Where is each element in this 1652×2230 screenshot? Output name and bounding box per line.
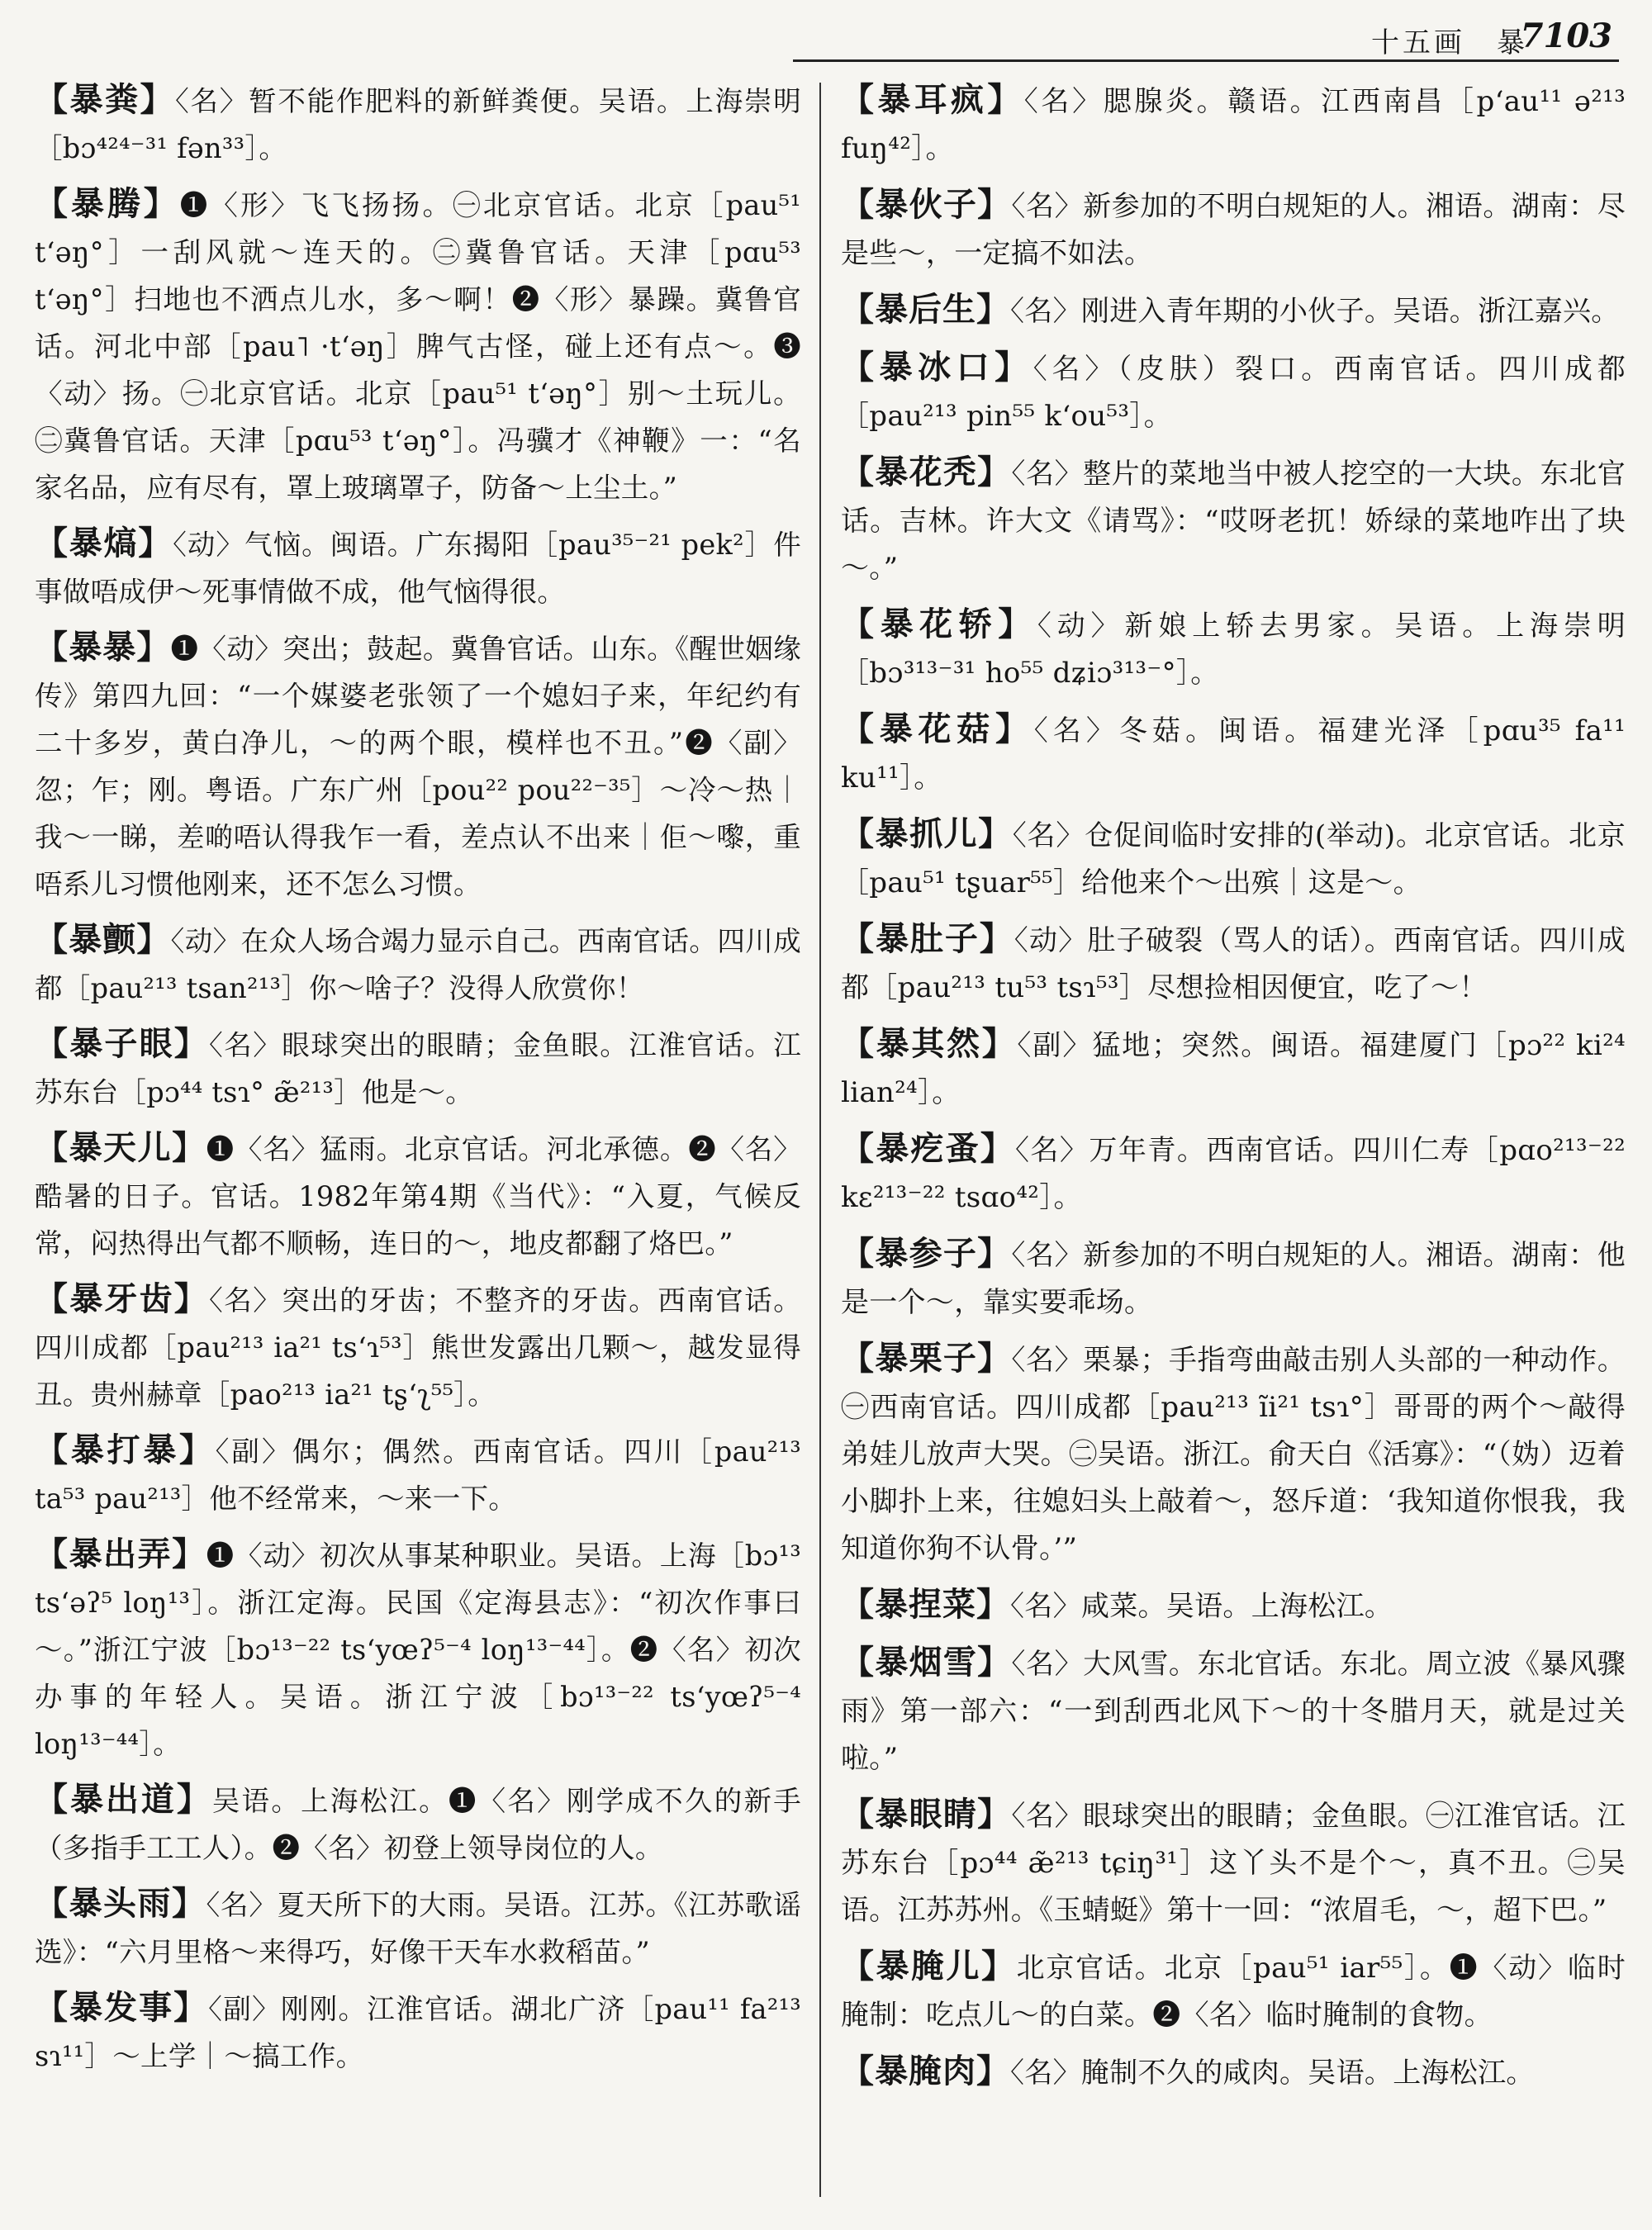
entry (841, 1943, 1626, 2039)
entry (841, 915, 1626, 1012)
entry (35, 916, 801, 1012)
headword: 【暴参子】 (841, 1234, 1012, 1273)
entry (841, 705, 1626, 802)
entry (35, 624, 801, 908)
entry-text: 〈名〉新参加的不明白规矩的人。湘语。湖南：尽是些～，一定搞不如法。 (841, 190, 1626, 270)
entry (35, 1530, 801, 1767)
section-heading: 十五画 暴 (1371, 26, 1528, 59)
entry-text: 〈名〉夏天所下的大雨。吴语。江苏。《江苏歌谣选》：“六月里格～来得巧，好像干天车水救稻苗。” (35, 1889, 801, 1968)
entry (35, 1020, 801, 1116)
entry (841, 600, 1626, 697)
entry (35, 1275, 801, 1418)
entry-text: 〈名〉眼球突出的眼睛；金鱼眼。江淮官话。江苏东台［pɔ⁴⁴ tsɿ° æ̃²¹³］他是～。 (35, 1029, 801, 1108)
entry-text: 〈名〉万年青。西南官话。四川仁寿［pɑo²¹³⁻²² kɛ²¹³⁻²² tsɑo⁴²］。 (841, 1134, 1626, 1214)
entry (841, 2047, 1626, 2097)
entry (35, 76, 801, 172)
entry-text: 〈名〉暂不能作肥料的新鲜粪便。吴语。上海崇明［bɔ⁴²⁴⁻³¹ fən³³］。 (35, 85, 801, 164)
entry-text: 〈名〉突出的牙齿；不整齐的牙齿。西南官话。四川成都［pau²¹³ ia²¹ tsʻɿ⁵³］熊世发露出几颗～，越发显得丑。贵州赫章［pao²¹³ ia²¹ tʂʻʅ⁵⁵］。 (35, 1284, 801, 1411)
entry-text: 〈名〉腌制不久的咸肉。吴语。上海松江。 (1010, 2057, 1535, 2090)
entry-text: 〈名〉冬菇。闽语。福建光泽［pɑu³⁵ fa¹¹ ku¹¹］。 (841, 714, 1626, 795)
right-column (841, 76, 1626, 2215)
entry (841, 1020, 1626, 1117)
entry (841, 76, 1626, 173)
entry-text: 〈动〉气恼。闽语。广东揭阳［pau³⁵⁻²¹ pek²］件事做唔成伊～死事情做不成，他气恼得很。 (35, 529, 801, 608)
headword: 【暴疙蚤】 (841, 1129, 1015, 1168)
entry-text: 〈动〉在众人场合竭力显示自己。西南官话。四川成都［pau²¹³ tsan²¹³］你～啥子？没得人欣赏你！ (35, 925, 801, 1004)
headword: 【暴花轿】 (841, 605, 1037, 643)
entry (841, 344, 1626, 440)
headword: 【暴花秃】 (841, 453, 1012, 491)
entry-text: 〈副〉刚刚。江淮官话。湖北广济［pau¹¹ fa²¹³ sɿ¹¹］～上学｜～搞工作。 (35, 1993, 801, 2072)
entry (841, 1335, 1626, 1573)
entry (35, 1426, 801, 1522)
entry (841, 181, 1626, 278)
headword: 【暴栗子】 (841, 1339, 1012, 1378)
headword: 【暴发事】 (35, 1988, 209, 2027)
entry-text: ❶〈形〉飞飞扬扬。㊀北京官话。北京［pau⁵¹ tʻəŋ°］一刮风就～连天的。㊁冀鲁官话。天津［pɑu⁵³ tʻəŋ°］扫地也不洒点儿水，多～啊！❷〈形〉暴躁。冀鲁官话。河北中部［pau˥ ·tʻəŋ］脾气古怪，碰上还有点～。❸〈动〉扬。㊀北京官话。北京［pau⁵¹ tʻəŋ°］别～土玩儿。㊁冀鲁官话。天津［pɑu⁵³ tʻəŋ°］。冯骥才《神鞭》一：“名家名品，应有尽有，罩上玻璃罩子，防备～上尘土。” (35, 189, 801, 504)
headword: 【暴耳疯】 (841, 80, 1024, 119)
headword: 【暴肚子】 (841, 919, 1014, 958)
page-number: 7103 (1520, 17, 1612, 55)
headword: 【暴出弄】 (35, 1535, 206, 1573)
entry-text: ❶〈动〉突出；鼓起。冀鲁官话。山东。《醒世姻缘传》第四九回：“一个媒婆老张领了一个媳妇子来，年纪约有二十多岁，黄白净儿，～的两个眼，模样也不丑。”❷〈副〉忽；乍；刚。粤语。广东广州［pou²² pou²²⁻³⁵］～冷～热｜我～一睇，差啲唔认得我乍一看，差点认不出来｜佢～嚟，重唔系儿习惯他刚来，还不怎么习惯。 (35, 633, 801, 900)
entry-text: 北京官话。北京［pau⁵¹ iar⁵⁵］。❶〈动〉临时腌制：吃点儿～的白菜。❷〈名〉临时腌制的食物。 (841, 1952, 1626, 2032)
entry (35, 1880, 801, 1976)
entry-text: 〈名〉整片的菜地当中被人挖空的一大块。东北官话。吉林。许大文《请骂》：“哎呀老扤！娇绿的菜地咋出了块～。” (841, 458, 1626, 585)
entry (35, 1776, 801, 1872)
headword: 【暴其然】 (841, 1024, 1018, 1063)
headword: 【暴腌肉】 (841, 2052, 1010, 2090)
entry (35, 180, 801, 511)
entry-text: 〈名〉刚进入青年期的小伙子。吴语。浙江嘉兴。 (1010, 295, 1620, 328)
left-column (35, 76, 801, 2215)
entry (841, 1230, 1626, 1326)
headword: 【暴子眼】 (35, 1024, 209, 1063)
entry-text: 〈动〉肚子破裂（骂人的话）。西南官话。四川成都［pau²¹³ tu⁵³ tsɿ⁵³］尽想捡相因便宜，吃了～！ (841, 924, 1626, 1004)
entry (841, 286, 1626, 335)
page-header (0, 0, 1652, 66)
headword: 【暴打暴】 (35, 1431, 216, 1469)
entry-text: 〈名〉新参加的不明白规矩的人。湘语。湖南：他是一个～，靠实要乖场。 (841, 1239, 1626, 1319)
entry-text: 〈名〉栗暴；手指弯曲敲击别人头部的一种动作。㊀西南官话。四川成都［pau²¹³ ĩi²¹ tsɿ°］哥哥的两个～敲得弟娃儿放声大哭。㊁吴语。浙江。俞天白《活寡》：“（妫）迈着小脚扑上来，往媳妇头上敲着～，怒斥道：‘我知道你恨我，我知道你狗不认骨。’” (841, 1344, 1626, 1565)
entry-text: 〈名〉眼球突出的眼睛；金鱼眼。㊀江淮官话。江苏东台［pɔ⁴⁴ æ̃²¹³ tɕiŋ³¹］这丫头不是个～，真不丑。㊁吴语。江苏苏州。《玉蜻蜓》第十一回：“浓眉毛，～，超下巴。” (841, 1800, 1626, 1927)
headword: 【暴花菇】 (841, 709, 1034, 748)
column-divider (819, 83, 821, 2197)
headword: 【暴冰口】 (841, 348, 1033, 387)
entry (841, 810, 1626, 907)
entry (35, 520, 801, 615)
entry-text: 〈副〉偶尔；偶然。西南官话。四川［pau²¹³ ta⁵³ pau²¹³］他不经常来，～来一下。 (35, 1435, 801, 1515)
headword: 【暴腌儿】 (841, 1947, 1017, 1986)
entry (841, 1125, 1626, 1222)
entry-text: 〈动〉新娘上轿去男家。吴语。上海崇明［bɔ³¹³⁻³¹ ho⁵⁵ dʑiɔ³¹³⁻°］。 (841, 610, 1626, 690)
entry-text: 〈名〉大风雪。东北官话。东北。周立波《暴风骤雨》第一部六：“一到刮西北风下～的十冬腊月天，就是过关啦。” (841, 1648, 1626, 1775)
entry-text: 〈副〉猛地；突然。闽语。福建厦门［pɔ²² ki²⁴ lian²⁴］。 (841, 1029, 1626, 1109)
entry-text: 〈名〉仓促间临时安排的(举动)。北京官话。北京［pau⁵¹ tʂuar⁵⁵］给他来个～出殡｜这是～。 (841, 819, 1626, 899)
headword: 【暴后生】 (841, 290, 1010, 329)
headword: 【暴牙齿】 (35, 1279, 209, 1318)
headword: 【暴捏菜】 (841, 1585, 1010, 1624)
headword: 【暴伙子】 (841, 185, 1012, 224)
headword: 【暴粪】 (35, 80, 175, 119)
entry (841, 1639, 1626, 1782)
headword: 【暴出道】 (35, 1780, 212, 1819)
entry (35, 1984, 801, 2080)
entry-text: 〈名〉（皮肤）裂口。西南官话。四川成都［pau²¹³ pin⁵⁵ kʻou⁵³］。 (841, 353, 1626, 433)
entry-text: 吴语。上海松江。❶〈名〉刚学成不久的新手（多指手工工人）。❷〈名〉初登上领导岗位的人。 (35, 1785, 801, 1864)
headword: 【暴熇】 (35, 524, 173, 562)
entry-text: ❶〈动〉初次从事某种职业。吴语。上海［bɔ¹³ tsʻəʔ⁵ loŋ¹³］。浙江定海。民国《定海县志》：“初次作事曰～。”浙江宁波［bɔ¹³⁻²² tsʻyœʔ⁵⁻⁴ loŋ¹³⁻⁴⁴］。❷〈名〉初次办事的年轻人。吴语。浙江宁波［bɔ¹³⁻²² tsʻyœʔ⁵⁻⁴ loŋ¹³⁻⁴⁴］。 (35, 1540, 801, 1760)
entry-text: 〈名〉腮腺炎。赣语。江西南昌［pʻau¹¹ ə²¹³ fuŋ⁴²］。 (841, 85, 1626, 165)
headword: 【暴天儿】 (35, 1128, 206, 1167)
headword: 【暴眼睛】 (841, 1795, 1012, 1834)
headword: 【暴腾】 (35, 184, 180, 223)
headword: 【暴暴】 (35, 628, 171, 667)
headword: 【暴颤】 (35, 920, 171, 959)
entry (35, 1124, 801, 1267)
entry-text: 〈名〉咸菜。吴语。上海松江。 (1010, 1590, 1393, 1623)
headword: 【暴抓儿】 (841, 814, 1013, 853)
headword: 【暴烟雪】 (841, 1643, 1012, 1682)
entry (841, 1581, 1626, 1630)
entry (841, 1791, 1626, 1934)
entry-text: ❶〈名〉猛雨。北京官话。河北承德。❷〈名〉酷暑的日子。官话。1982年第4期《当代》：“入夏，气候反常，闷热得出气都不顺畅，连日的～，地皮都翻了烙巴。” (35, 1133, 801, 1260)
headword: 【暴头雨】 (35, 1884, 206, 1923)
header-rule (793, 59, 1619, 62)
entry (841, 448, 1626, 592)
